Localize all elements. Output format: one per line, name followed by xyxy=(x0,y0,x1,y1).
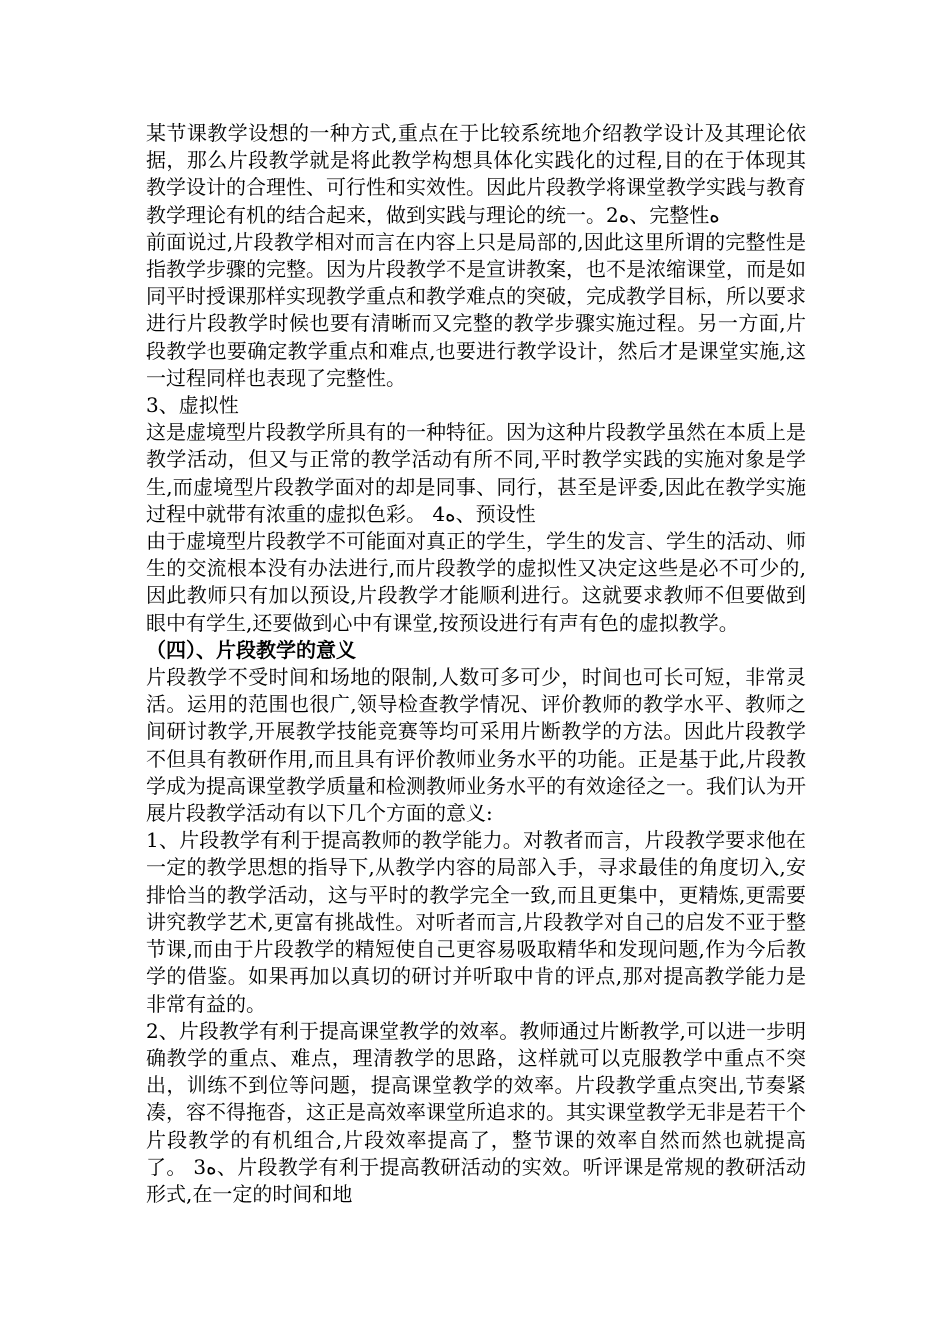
paragraph-teaching-design: 某节课教学设想的一种方式,重点在于比较系统地介绍教学设计及其理论依据，那么片段教学就是将此教学构想具体化实践化的过程,目的在于体现其教学设计的合理性、可行性和实效性。因此片段教学将课堂教学实践与教育教学理论有机的结合起来，做到实践与理论的统一。2ه、完整性ه 前面说过,片段教学相对而言在内容上只是局部的,因此这里所谓的完整性是指教学步骤的完整。因为片段教学不是宣讲教案，也不是浓缩课堂，而是如同平时授课那样实现教学重点和教学难点的突破，完成教学目标，所以要求进行片段教学时候也要有清晰而又完整的教学步骤实施过程。另一方面,片段教学也要确定教学重点和难点,也要进行教学设计，然后才是课堂实施,这一过程同样也表现了完整性。 xyxy=(146,121,820,390)
section-heading-virtuality: 3、虚拟性 xyxy=(146,393,239,418)
paragraph-point-2: 2、片段教学有利于提高课堂教学的效率。教师通过片断教学,可以进一步明确教学的重点、难点，理清教学的思路，这样就可以克服教学中重点不突出，训练不到位等问题，提高课堂教学的效率。片段教学重点突出,节奏紧凑，容不得拖沓，这正是高效率课堂所追求的。其实课堂教学无非是若干个片段教学的有机组合,片段效率提高了，整节课的效率自然而然也就提高了。 3ه、片段教学有利于提高教研活动的实效。听评课是常规的教研活动形式,在一定的时间和地 xyxy=(146,1018,806,1206)
paragraph-presupposition: 由于虚境型片段教学不可能面对真正的学生，学生的发言、学生的活动、师生的交流根本没有办法进行,而片段教学的虚拟性又决定这些是必不可少的,因此教师只有加以预设,片段教学才能顺利进行。这就要求教师不但要做到眼中有学生,还要做到心中有课堂,按预设进行有声有色的虚拟教学。 xyxy=(146,529,806,635)
section-heading-significance: （四）、片段教学的意义 xyxy=(146,637,356,662)
paragraph-point-1: 1、片段教学有利于提高教师的教学能力。对教者而言，片段教学要求他在一定的教学思想的指导下,从教学内容的局部入手，寻求最佳的角度切入,安排恰当的教学活动，这与平时的教学完全一致,而且更集中，更精炼,更需要讲究教学艺术,更富有挑战性。对听者而言,片段教学对自己的启发不亚于整节课,而由于片段教学的精短使自己更容易吸取精华和发现问题,作为今后教学的借鉴。如果再加以真切的研讨并听取中肯的评点,那对提高教学能力是非常有益的。 xyxy=(146,828,806,1016)
paragraph-significance: 片段教学不受时间和场地的限制,人数可多可少，时间也可长可短，非常灵活。运用的范围也很广,领导检查教学情况、评价教师的教学水平、教师之间研讨教学,开展教学技能竞赛等均可采用片断教学的方法。因此片段教学不但具有教研作用,而且具有评价教师业务水平的功能。正是基于此,片段教学成为提高课堂教学质量和检测教师业务水平的有效途径之一。我们认为开展片段教学活动有以下几个方面的意义: xyxy=(146,665,806,826)
document-body xyxy=(146,120,820,1208)
paragraph-virtuality: 这是虚境型片段教学所具有的一种特征。因为这种片段教学虽然在本质上是教学活动，但又与正常的教学活动有所不同,平时教学实践的实施对象是学生,而虚境型片段教学面对的却是同事、同行，甚至是评委,因此在教学实施过程中就带有浓重的虚拟色彩。 4ه、预设性 xyxy=(146,420,806,526)
